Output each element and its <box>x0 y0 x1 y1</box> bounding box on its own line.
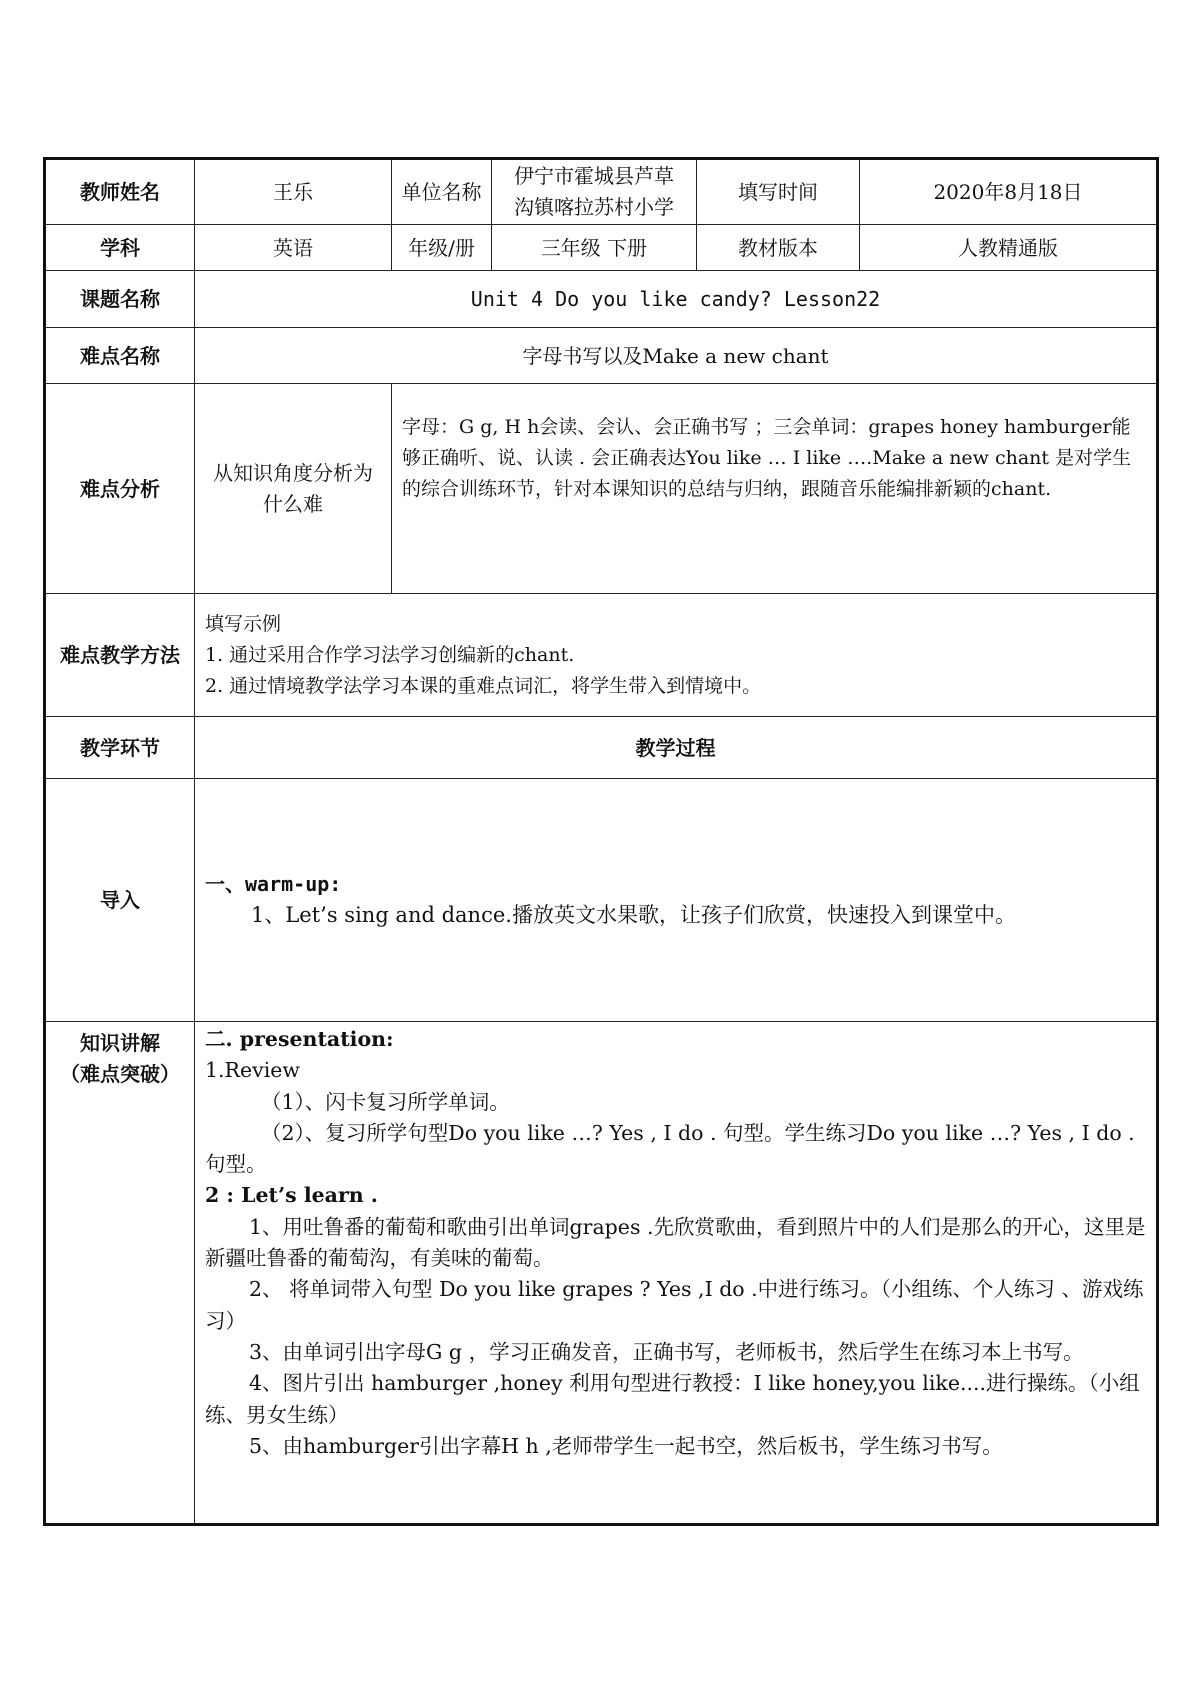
method-line-0: 填写示例 <box>205 612 282 635</box>
process-section-label: 教学环节 <box>45 717 195 779</box>
knowledge-label <box>45 1022 195 1525</box>
method-line-1: 1. 通过采用合作学习法学习创编新的chant. <box>205 643 575 666</box>
row-intro <box>45 779 1158 1022</box>
grade-value: 三年级 下册 <box>492 225 697 271</box>
knowledge-line-0: 二. presentation: <box>205 1027 394 1051</box>
unit-name-label: 单位名称 <box>392 159 492 225</box>
unit-name-value <box>492 159 697 225</box>
lesson-plan-table <box>43 157 1159 1526</box>
knowledge-line-4: 2 : Let’s learn . <box>205 1183 378 1208</box>
row-method <box>45 594 1158 717</box>
knowledge-label-line-1: 知识讲解 <box>80 1031 160 1055</box>
teacher-name-label: 教师姓名 <box>45 159 195 225</box>
knowledge-line-2: （1）、闪卡复习所学单词。 <box>261 1089 510 1114</box>
row-difficulty <box>45 328 1158 384</box>
row-process-header <box>45 717 1158 779</box>
intro-label: 导入 <box>45 779 195 1022</box>
knowledge-line-3: （2）、复习所学句型Do you like …? Yes , I do . 句型。学生练习Do you like …? Yes , I do . 句型。 <box>205 1120 1135 1177</box>
intro-line-1: 一、warm-up: <box>205 872 342 896</box>
unit-name-line-2: 沟镇喀拉苏村小学 <box>514 195 674 219</box>
row-topic <box>45 271 1158 328</box>
knowledge-line-7: 3、由单词引出字母G g ，学习正确发音，正确书写，老师板书，然后学生在练习本上书写。 <box>249 1339 1084 1364</box>
knowledge-line-5: 1、用吐鲁番的葡萄和歌曲引出单词grapes .先欣赏歌曲，看到照片中的人们是那么的开心，这里是新疆吐鲁番的葡萄沟，有美味的葡萄。 <box>205 1214 1146 1271</box>
fill-date-label: 填写时间 <box>697 159 860 225</box>
method-content <box>195 594 1158 717</box>
topic-label: 课题名称 <box>45 271 195 328</box>
analysis-label: 难点分析 <box>45 384 195 594</box>
method-label: 难点教学方法 <box>45 594 195 717</box>
difficulty-value: 字母书写以及Make a new chant <box>195 328 1158 384</box>
knowledge-line-1: 1.Review <box>205 1058 300 1083</box>
knowledge-label-line-2: （难点突破） <box>60 1062 180 1086</box>
topic-value: Unit 4 Do you like candy? Lesson22 <box>195 271 1158 328</box>
difficulty-label: 难点名称 <box>45 328 195 384</box>
knowledge-line-6: 2、 将单词带入句型 Do you like grapes ? Yes ,I do .中进行练习。（小组练、个人练习 、游戏练习） <box>205 1277 1144 1333</box>
intro-content <box>195 779 1158 1022</box>
unit-name-line-1: 伊宁市霍城县芦草 <box>514 164 674 188</box>
analysis-sub-label-line-2: 什么难 <box>263 491 323 516</box>
subject-label: 学科 <box>45 225 195 271</box>
subject-value: 英语 <box>195 225 392 271</box>
teacher-name-value: 王乐 <box>195 159 392 225</box>
knowledge-line-8: 4、图片引出 hamburger ,honey 利用句型进行教授：I like honey,you like....进行操练。（小组练、男女生练） <box>205 1371 1140 1427</box>
edition-label: 教材版本 <box>697 225 860 271</box>
row-teacher-info <box>45 159 1158 225</box>
edition-value: 人教精通版 <box>860 225 1158 271</box>
row-knowledge <box>45 1022 1158 1525</box>
grade-label: 年级/册 <box>392 225 492 271</box>
analysis-text: 字母：G g, H h会读、会认、会正确书写 ；三会单词：grapes honey hamburger能够正确听、说、认读 . 会正确表达You like … I like ….Make a new chant 是对学生的综合训练环节，针对本课知识的总结与归纳，跟随音乐能编排新颖的chant. <box>402 416 1132 500</box>
knowledge-content <box>195 1022 1158 1525</box>
analysis-sub-label <box>195 384 392 594</box>
row-subject-info <box>45 225 1158 271</box>
method-line-2: 2. 通过情境教学法学习本课的重难点词汇，将学生带入到情境中。 <box>205 674 762 697</box>
row-analysis <box>45 384 1158 594</box>
knowledge-line-9: 5、由hamburger引出字幕H h ,老师带学生一起书空，然后板书，学生练习书写。 <box>249 1433 1003 1458</box>
fill-date-value: 2020年8月18日 <box>860 159 1158 225</box>
process-column-header: 教学过程 <box>195 717 1158 779</box>
intro-line-2: 1、Let’s sing and dance.播放英文水果歌，让孩子们欣赏，快速投入到课堂中。 <box>251 903 1016 927</box>
analysis-sub-label-line-1: 从知识角度分析为 <box>213 460 373 485</box>
analysis-text-cell <box>392 384 1158 594</box>
